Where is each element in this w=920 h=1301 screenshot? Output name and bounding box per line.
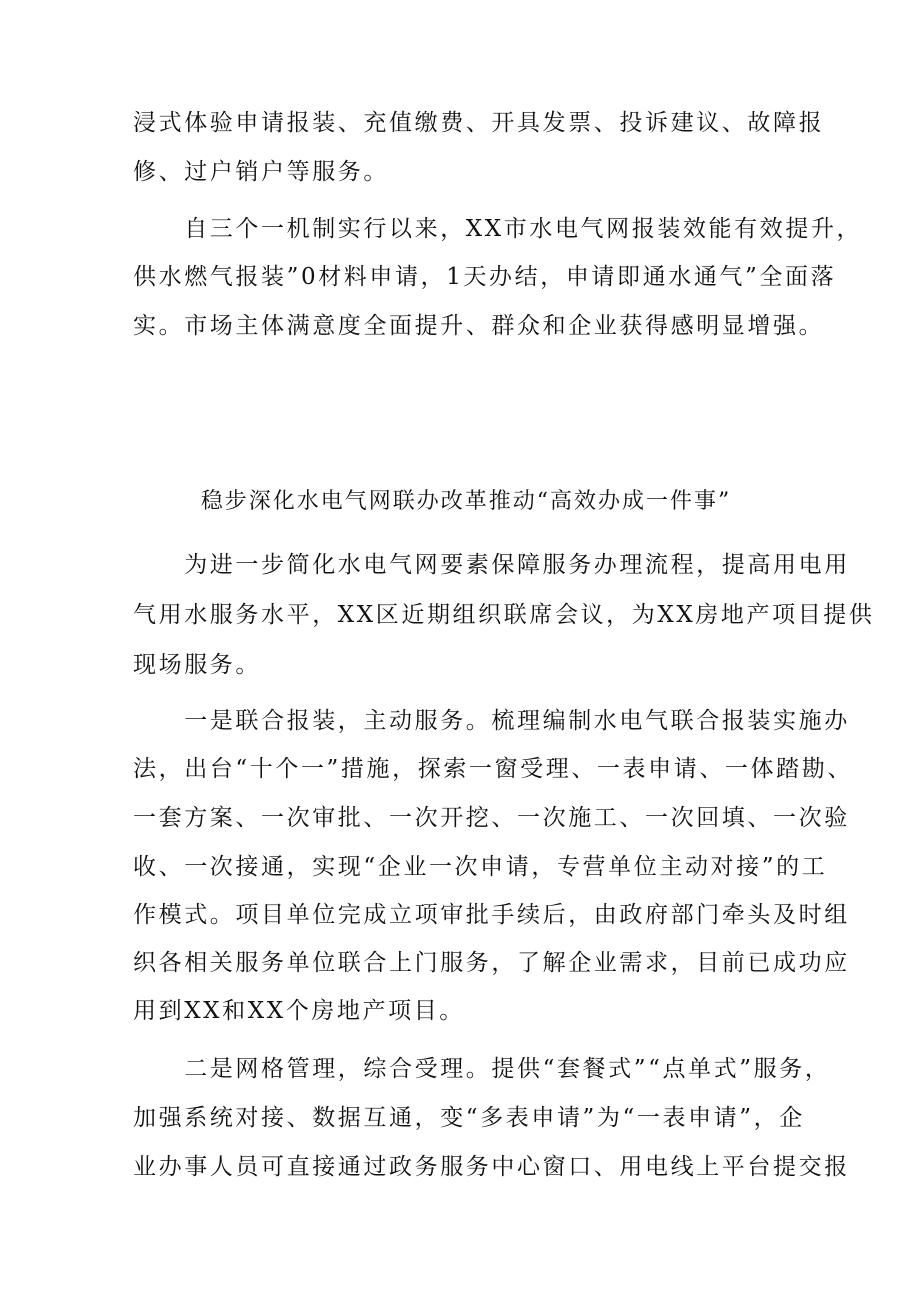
para2-line-6: 织各相关服务单位联合上门服务，了解企业需求，目前已成功应 xyxy=(133,950,850,976)
para2-line-2: 法，出台“十个一”措施，探索一窗受理、一表申请、一体踏勘、 xyxy=(133,756,853,782)
para2-line-3: 一套方案、一次审批、一次开挖、一次施工、一次回填、一次验 xyxy=(133,805,850,831)
para3-line-3: 业办事人员可直接通过政务服务中心窗口、用电线上平台提交报 xyxy=(133,1154,850,1180)
result-line-2: 供水燃气报装”0材料申请，1天办结，申请即通水通气”全面落 xyxy=(133,264,837,290)
result-line-1: 自三个一机制实行以来，XX市水电气网报装效能有效提升， xyxy=(133,216,863,242)
para3-line-2: 加强系统对接、数据互通，变“多表申请”为“一表申请”，企 xyxy=(133,1105,805,1131)
result-line-3: 实。市场主体满意度全面提升、群众和企业获得感明显增强。 xyxy=(133,313,825,339)
para2-line-5: 作模式。项目单位完成立项审批手续后，由政府部门牵头及时组 xyxy=(133,902,850,928)
intro-line-2: 修、过户销户等服务。 xyxy=(133,159,389,185)
intro-line-1: 浸式体验申请报装、充值缴费、开具发票、投诉建议、故障报 xyxy=(133,110,825,136)
para1-line-3: 现场服务。 xyxy=(133,652,261,678)
para1-line-2: 气用水服务水平，XX区近期组织联席会议，为XX房地产项目提供 xyxy=(133,602,875,628)
para2-line-1: 一是联合报装，主动服务。梳理编制水电气联合报装实施办 xyxy=(133,708,850,734)
para3-line-1: 二是网格管理，综合受理。提供“套餐式”“点单式”服务， xyxy=(133,1056,831,1082)
section-heading: 稳步深化水电气网联办改革推动“高效办成一件事” xyxy=(200,489,732,514)
para2-line-4: 收、一次接通，实现“企业一次申请，专营单位主动对接”的工 xyxy=(133,854,828,880)
para1-line-1: 为进一步简化水电气网要素保障服务办理流程，提高用电用 xyxy=(133,552,850,578)
para2-line-7: 用到XX和XX个房地产项目。 xyxy=(133,998,465,1024)
